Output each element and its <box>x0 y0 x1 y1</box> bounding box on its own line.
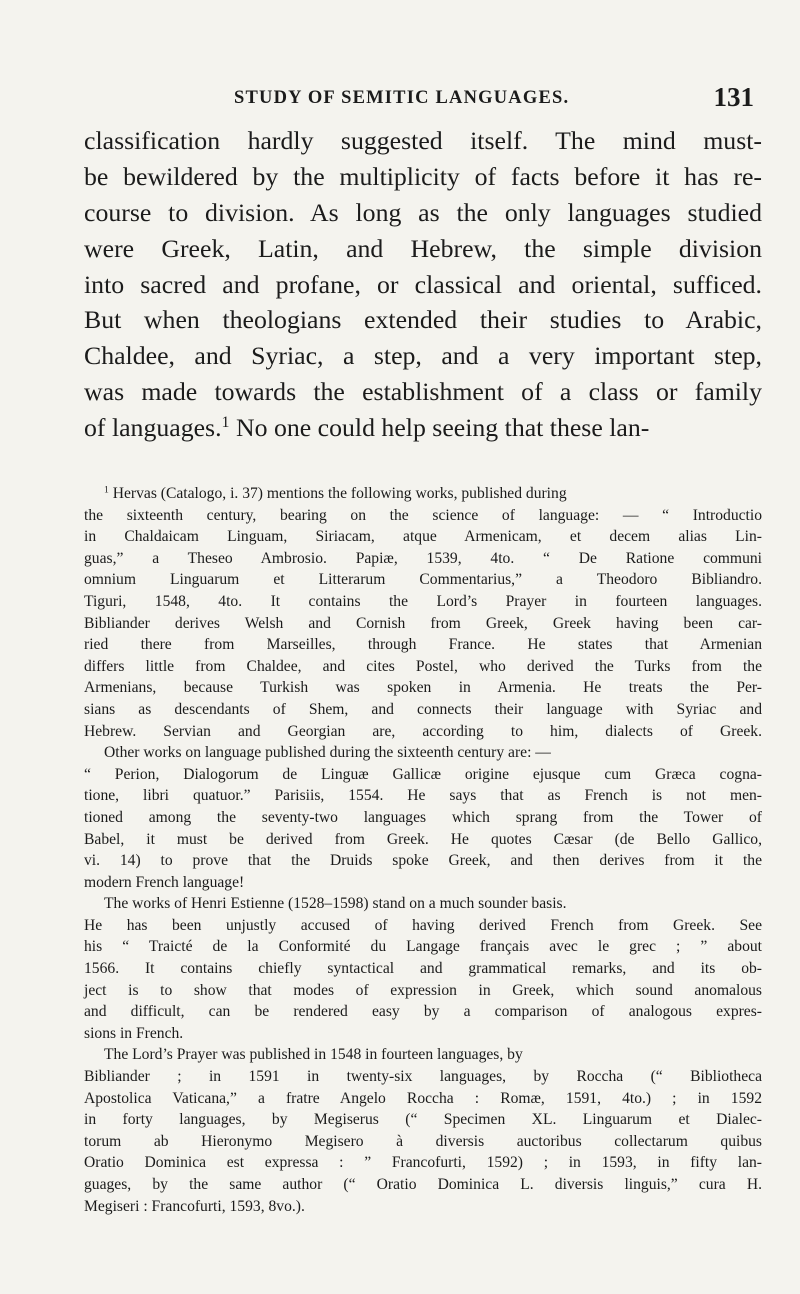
page-header <box>84 82 760 112</box>
footnote-line: torum ab Hieronymo Megisero à diversis auctoribus collectarum quibus <box>84 1132 762 1150</box>
footnote-line: The works of Henri Estienne (1528–1598) stand on a much sounder basis. <box>104 895 567 913</box>
footnote-line: modern French language! <box>84 873 245 891</box>
footnote-line: tione, libri quatuor.” Parisiis, 1554. He says that as French is not men- <box>84 787 762 805</box>
footnote-reference[interactable]: 1 <box>221 414 230 432</box>
body-line: into sacred and profane, or classical and oriental, sufficed. <box>84 269 762 299</box>
footnote-line: tioned among the seventy-two languages which sprang from the Tower of <box>84 808 762 826</box>
footnote-line: Oratio Dominica est expressa : ” Francofurti, 1592) ; in 1593, in fifty lan- <box>84 1154 762 1172</box>
footnote-line: guas,” a Theseo Ambrosio. Papiæ, 1539, 4to. “ De Ratione communi <box>84 549 762 567</box>
footnote-line: Other works on language published during the sixteenth century are: — <box>104 744 551 762</box>
body-line: course to division. As long as the only languages studied <box>84 197 762 227</box>
footnote-line: sions in French. <box>84 1024 184 1042</box>
body-line: were Greek, Latin, and Hebrew, the simple division <box>84 233 762 263</box>
page-number: 131 <box>713 82 754 112</box>
footnote-line: The Lord’s Prayer was published in 1548 in fourteen languages, by <box>104 1046 523 1064</box>
footnote-line: guages, by the same author (“ Oratio Dominica L. diversis linguis,” cura H. <box>84 1176 762 1193</box>
footnote-line: Bibliander ; in 1591 in twenty-six languages, by Roccha (“ Bibliotheca <box>84 1068 762 1086</box>
footnote-line: “ Perion, Dialogorum de Linguæ Gallicæ origine ejusque cum Græca cogna- <box>84 765 762 783</box>
footnote-line: the sixteenth century, bearing on the science of language: — “ Introductio <box>84 506 762 524</box>
footnote-text: Hervas (Catalogo, i. 37) mentions the following works, published during <box>108 485 567 502</box>
footnote-line: Tiguri, 1548, 4to. It contains the Lord’s Prayer in fourteen languages. <box>84 592 762 610</box>
footnote-line: vi. 14) to prove that the Druids spoke Greek, and then derives from it the <box>84 852 762 870</box>
footnote-line: his “ Traicté de la Conformité du Langage français avec le grec ; ” about <box>84 938 762 956</box>
footnote-line: He has been unjustly accused of having derived French from Greek. See <box>84 916 762 934</box>
main-paragraph <box>84 123 762 446</box>
footnote-marker: 1 <box>104 484 109 496</box>
body-line: Chaldee, and Syriac, a step, and a very important step, <box>84 341 762 371</box>
body-line-start: of languages. <box>84 413 222 443</box>
footnote-line: and difficult, can be rendered easy by a comparison of analogous expres- <box>84 1003 762 1021</box>
footnote <box>84 483 762 1217</box>
footnote-line: Apostolica Vaticana,” a fratre Angelo Roccha : Romæ, 1591, 4to.) ; in 1592 <box>84 1089 762 1107</box>
footnote-line: Armenians, because Turkish was spoken in Armenia. He treats the Per- <box>84 679 762 697</box>
footnote-line: Hebrew. Servian and Georgian are, according to him, dialects of Greek. <box>84 722 762 740</box>
footnote-line: in forty languages, by Megiserus (“ Specimen XL. Linguarum et Dialec- <box>84 1111 762 1129</box>
footnote-line: sians as descendants of Shem, and connects their language with Syriac and <box>84 700 762 718</box>
body-line: was made towards the establishment of a class or family <box>84 377 762 407</box>
footnote-line: ried there from Marseilles, through France. He states that Armenian <box>84 636 762 654</box>
body-line-tail: No one could help seeing that these lan- <box>229 413 650 443</box>
body-line-last <box>84 410 762 446</box>
footnote-line: ject is to show that modes of expression in Greek, which sound anomalous <box>84 981 762 999</box>
footnote-line <box>84 483 762 505</box>
footnote-line: 1566. It contains chiefly syntactical and grammatical remarks, and its ob- <box>84 960 762 978</box>
footnote-line: in Chaldaicam Linguam, Siriacam, atque Armenicam, et decem alias Lin- <box>84 528 762 546</box>
body-line: be bewildered by the multiplicity of facts before it has re- <box>84 161 762 191</box>
footnote-line: differs little from Chaldee, and cites Postel, who derived the Turks from the <box>84 657 762 675</box>
footnote-line: Bibliander derives Welsh and Cornish from Greek, Greek having been car- <box>84 614 762 632</box>
body-line: But when theologians extended their studies to Arabic, <box>84 305 762 335</box>
footnote-line: omnium Linguarum et Litterarum Commentarius,” a Theodoro Bibliandro. <box>84 571 762 589</box>
footnote-line: Megiseri : Francofurti, 1593, 8vo.). <box>84 1197 305 1215</box>
running-head: STUDY OF SEMITIC LANGUAGES. <box>234 88 570 108</box>
footnote-line: Babel, it must be derived from Greek. He quotes Cæsar (de Bello Gallico, <box>84 830 762 848</box>
body-line: classification hardly suggested itself. The mind must- <box>84 126 762 155</box>
